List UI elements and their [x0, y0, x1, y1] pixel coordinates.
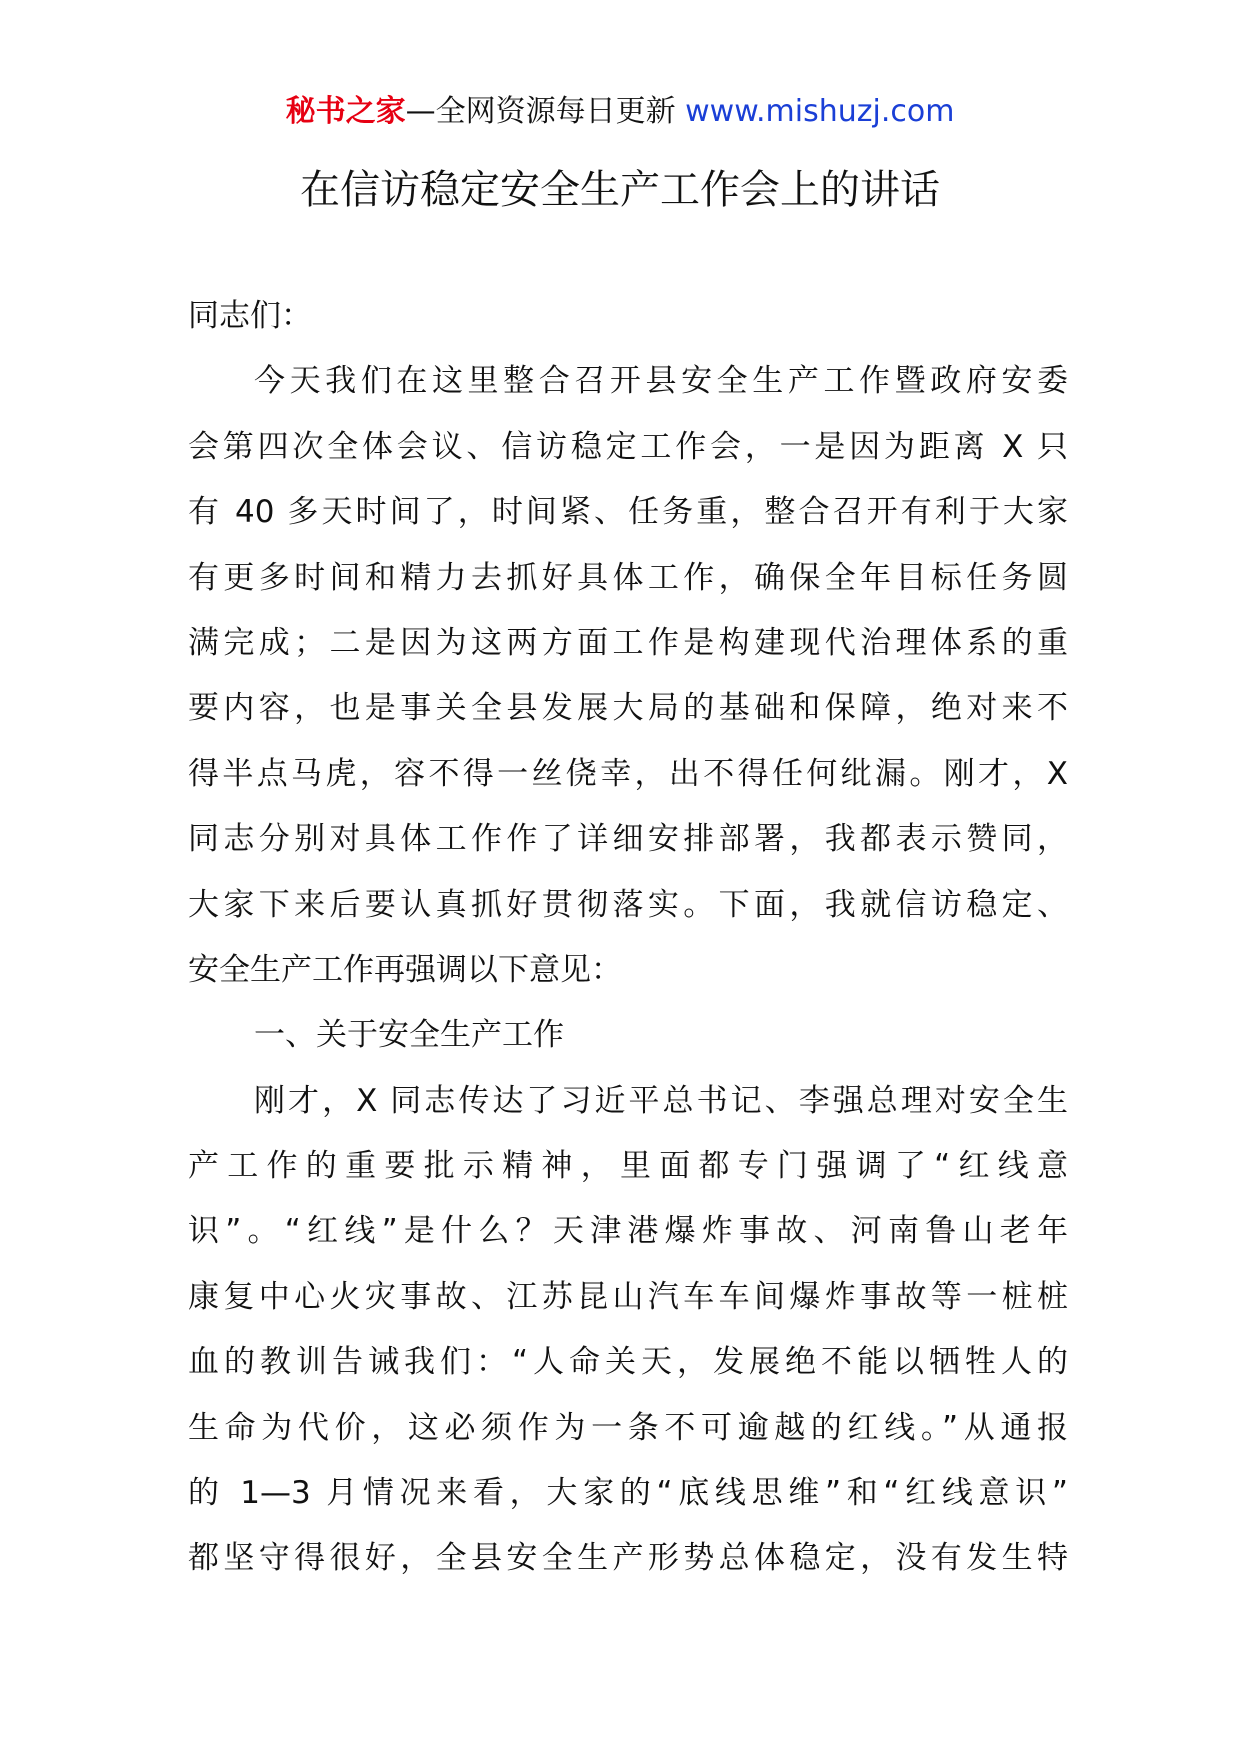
- paragraph-line: 的 1—3 月情况来看，大家的“底线思维”和“红线意识”: [188, 1475, 1068, 1512]
- paragraph-line: 生命为代价，这必须作为一条不可逾越的红线。”从通报: [188, 1409, 1068, 1446]
- site-url-link[interactable]: www.mishuzj.com: [685, 94, 955, 129]
- site-header: [0, 92, 1240, 132]
- paragraph-line: 有更多时间和精力去抓好具体工作，确保全年目标任务圆: [188, 559, 1068, 596]
- paragraph-line: 血的教训告诫我们：“人命关天，发展绝不能以牺牲人的: [188, 1344, 1068, 1381]
- paragraph-line: 大家下来后要认真抓好贯彻落实。下面，我就信访稳定、: [188, 886, 1068, 923]
- paragraph-line: 产工作的重要批示精神，里面都专门强调了“红线意: [188, 1148, 1068, 1185]
- paragraph-line: 康复中心火灾事故、江苏昆山汽车车间爆炸事故等一桩桩: [188, 1278, 1068, 1315]
- paragraph-line: 识”。“红线”是什么？天津港爆炸事故、河南鲁山老年: [188, 1213, 1068, 1250]
- section-heading: 一、关于安全生产工作: [254, 1017, 564, 1054]
- paragraph-line: 今天我们在这里整合召开县安全生产工作暨政府安委: [254, 363, 1068, 400]
- paragraph-line: 安全生产工作再强调以下意见：: [188, 951, 622, 988]
- paragraph-line: 有 40 多天时间了，时间紧、任务重，整合召开有利于大家: [188, 494, 1068, 531]
- document-body: [188, 296, 1068, 1604]
- paragraph-line: 都坚守得很好，全县安全生产形势总体稳定，没有发生特: [188, 1540, 1068, 1577]
- paragraph-line: 要内容，也是事关全县发展大局的基础和保障，绝对来不: [188, 690, 1068, 727]
- header-tagline: —全网资源每日更新: [405, 94, 676, 129]
- paragraph-line: 会第四次全体会议、信访稳定工作会，一是因为距离 X 只: [188, 428, 1068, 465]
- paragraph-line: 得半点马虎，容不得一丝侥幸，出不得任何纰漏。刚才，X: [188, 755, 1068, 792]
- salutation: 同志们：: [188, 298, 312, 334]
- paragraph-line: 满完成；二是因为这两方面工作是构建现代治理体系的重: [188, 624, 1068, 661]
- paragraph-line: 同志分别对具体工作作了详细安排部署，我都表示赞同，: [188, 821, 1068, 858]
- paragraph-line: 刚才，X 同志传达了习近平总书记、李强总理对安全生: [254, 1082, 1068, 1119]
- brand-name: 秘书之家: [285, 94, 406, 129]
- document-title: 在信访稳定安全生产工作会上的讲话: [300, 167, 940, 213]
